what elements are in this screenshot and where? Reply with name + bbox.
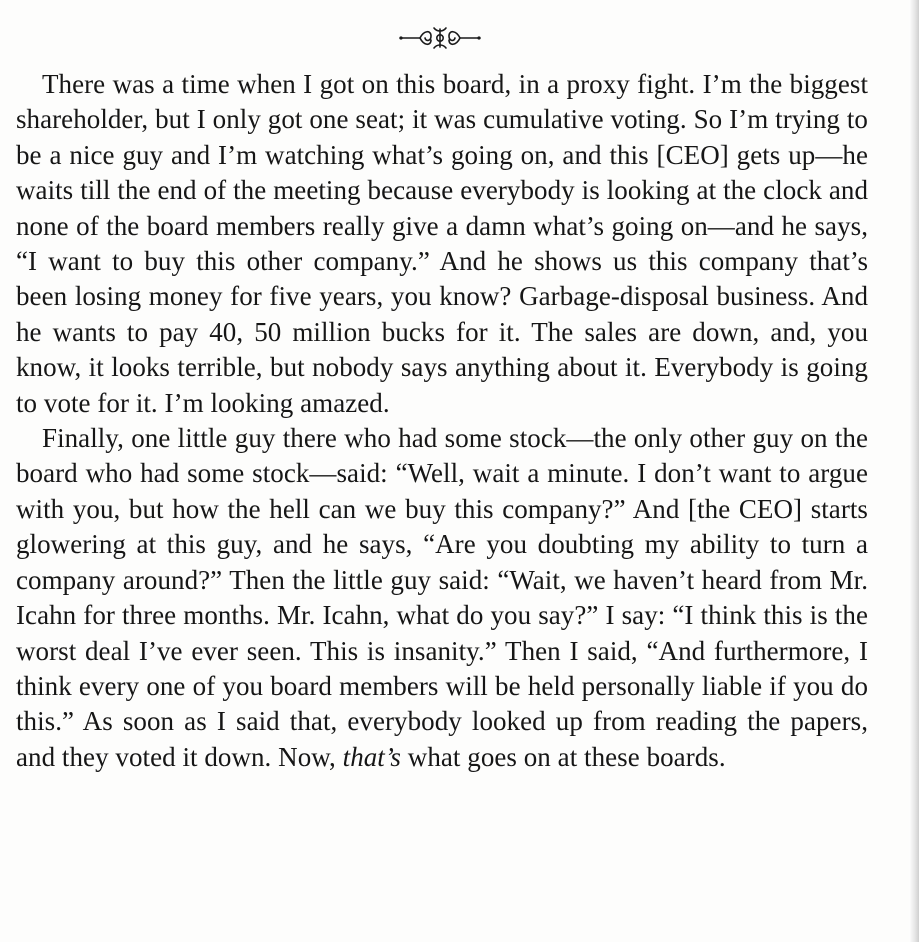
paragraph-1-text: There was a time when I got on this board, in a proxy fight. I’m the biggest shareholder, but I only got one seat; it was cumulative voting. So I’m trying to be a nice guy and I’m watching what’s going on, and this [CEO] gets up—he waits till the end of the meeting because everybody is looking at the clock and none of the board members really give a damn what’s going on—and he says, “I want to buy this other company.” And he shows us this company that’s been losing money for five years, you know? Garbage-disposal business. And he wants to pay 40, 50 million bucks for it. The sales are down, and, you know, it looks terrible, but nobody says anything about it. Everybody is going to vote for it. I’m looking amazed.: [16, 69, 868, 418]
paragraph-2-emphasis: that’s: [342, 741, 401, 772]
fleuron-ornament-icon: [398, 22, 482, 52]
paragraph-2-text: Finally, one little guy there who had some stock—the only other guy on the board who had some stock—said: “Well, wait a minute. I don’t want to argue with you, but how the hell can we buy this company?” And [the CEO] starts glowering at this guy, and he says, “Are you doubting my ability to turn a company around?” Then the little guy said: “Wait, we haven’t heard from Mr. Icahn for three months. Mr. Icahn, what do you say?” I say: “I think this is the worst deal I’ve ever seen. This is insanity.” Then I said, “And furthermore, I think every one of you board members will be held personally liable if you do this.” As soon as I said that, everybody looked up from reading the papers, and they voted it down. Now,: [16, 423, 868, 772]
paragraph-2-text-end: what goes on at these boards.: [400, 741, 726, 772]
page-edge-shadow: [909, 0, 919, 942]
paragraph-1: [16, 67, 868, 421]
quote-text-block: [16, 67, 868, 775]
paragraph-2: [16, 421, 868, 775]
